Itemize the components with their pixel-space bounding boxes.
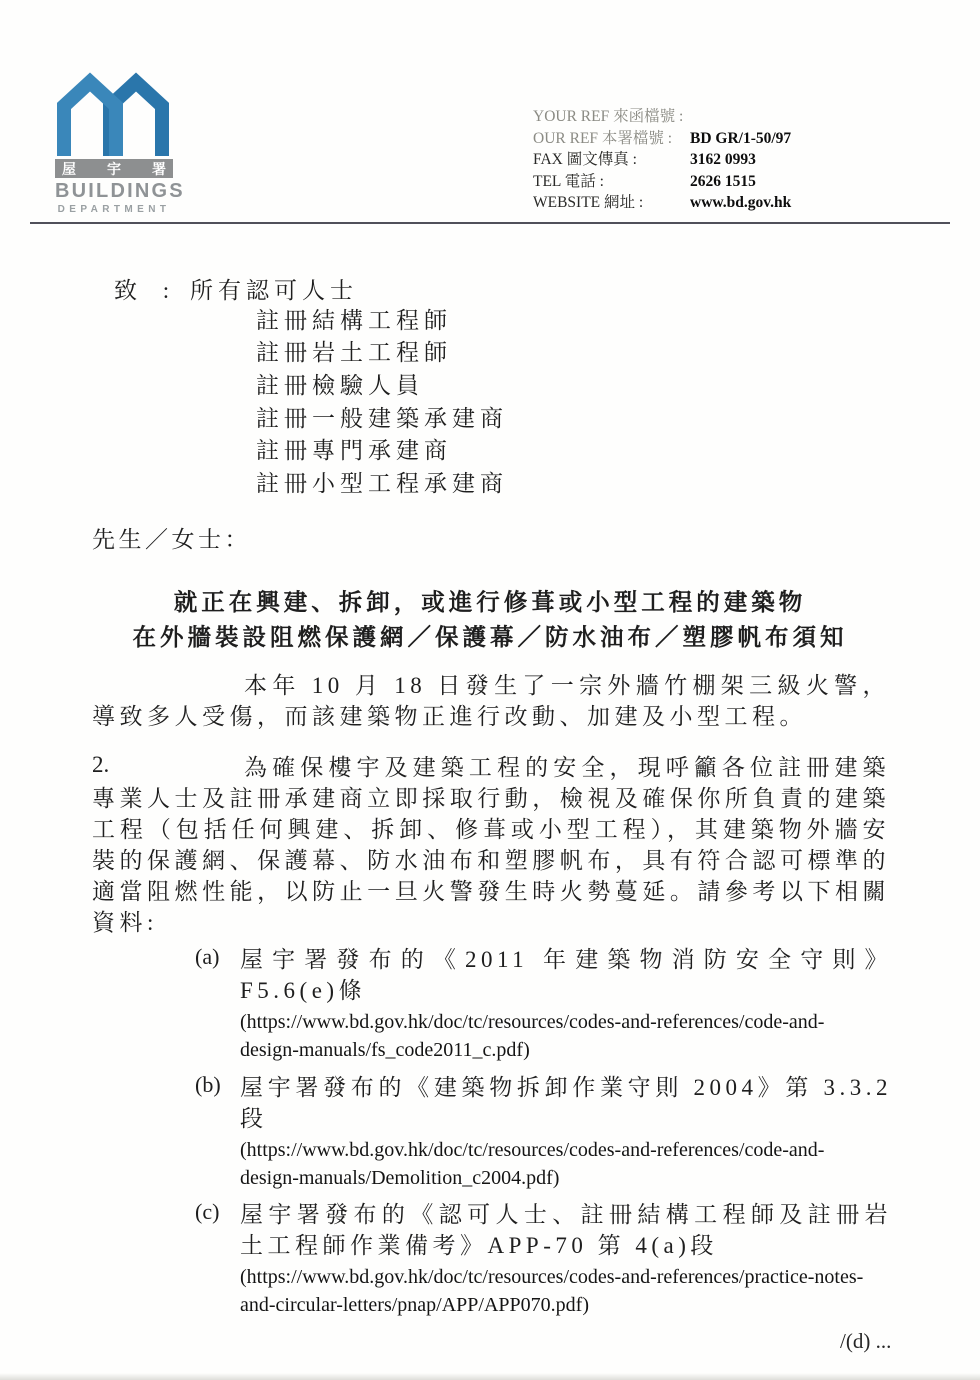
item-a-text: 屋宇署發布的《2011 年建築物消防安全守則》F5.6(e)條 <box>240 947 892 1003</box>
item-b-url: (https://www.bd.gov.hk/doc/tc/resources/codes-and-references/code-and-design-manuals/Demolition_c2004.pdf) <box>240 1139 825 1189</box>
reference-item-a <box>195 944 895 1064</box>
website-value: www.bd.gov.hk <box>690 194 792 211</box>
logo-char-2: 宇 <box>107 160 121 177</box>
recipient-line: 註冊結構工程師 <box>256 307 452 333</box>
recipient-line: 所有認可人士 <box>190 278 358 303</box>
item-c-text: 屋宇署發布的《認可人士、註冊結構工程師及註冊岩土工程師作業備考》APP-70 第 4(a)段 <box>240 1202 892 1258</box>
paragraph-2: 為確保樓宇及建築工程的安全，現呼籲各位註冊建築專業人士及註冊承建商立即採取行動，檢視及確保你所負責的建築工程（包括任何興建、拆卸、修葺或小型工程），其建築物外牆安裝的保護網、保護幕、防水油布和塑膠帆布，具有符合認可標準的適當阻燃性能，以防止一旦火警發生時火勢蔓延。請參考以下相關資料: <box>92 755 890 935</box>
buildings-department-logo <box>55 72 185 215</box>
recipient-line: 註冊專門承建商 <box>256 438 452 464</box>
your-ref-label: YOUR REF 來函檔號 : <box>533 108 684 125</box>
reference-item-c <box>195 1199 895 1319</box>
logo-text-buildings: BUILDINGS <box>55 180 185 202</box>
website-label: WEBSITE 網址 : <box>533 194 644 211</box>
scan-bottom-edge <box>0 1373 980 1380</box>
recipient-line: 註冊一般建築承建商 <box>256 405 508 431</box>
your-ref-row <box>533 106 791 128</box>
fax-label: FAX 圖文傳真 : <box>533 151 637 168</box>
item-b-marker: (b) <box>195 1072 221 1097</box>
logo-text-department: DEPARTMENT <box>57 204 171 215</box>
recipient-line: 註冊岩土工程師 <box>256 340 452 366</box>
logo-char-1: 屋 <box>62 160 76 177</box>
salutation: 先生／女士： <box>92 527 251 552</box>
our-ref-value: BD GR/1-50/97 <box>690 129 792 147</box>
tel-row <box>533 171 791 193</box>
item-a-url: (https://www.bd.gov.hk/doc/tc/resources/codes-and-references/code-and-design-manuals/fs_code2011_c.pdf) <box>240 1011 825 1061</box>
tel-label: TEL 電話 : <box>533 172 604 190</box>
paragraph-2-number: 2. <box>92 752 110 777</box>
reference-block <box>533 106 791 214</box>
our-ref-row <box>533 128 791 150</box>
item-c-marker: (c) <box>195 1199 220 1224</box>
continuation-mark: /(d) ... <box>840 1329 892 1353</box>
item-c-url: (https://www.bd.gov.hk/doc/tc/resources/codes-and-references/practice-notes-and-circular-letters/pnap/APP/APP070.pdf) <box>240 1266 864 1316</box>
recipient-line: 註冊檢驗人員 <box>256 372 424 398</box>
double-house-icon <box>55 72 171 156</box>
paragraph-1: 本年 10 月 18 日發生了一宗外牆竹棚架三級火警，導致多人受傷，而該建築物正進行改動、加建及小型工程。 <box>92 673 890 729</box>
letter-title <box>45 586 935 655</box>
tel-value: 2626 1515 <box>690 172 756 190</box>
fax-value: 3162 0993 <box>690 151 756 168</box>
item-a-marker: (a) <box>195 944 220 969</box>
fax-row <box>533 149 791 171</box>
logo-char-3: 署 <box>152 160 166 177</box>
header-divider-line <box>30 222 950 224</box>
letter-title-line2: 在外牆裝設阻燃保護網／保護幕／防水油布／塑膠帆布須知 <box>132 624 848 651</box>
logo-chinese-band <box>55 159 173 178</box>
recipient-line: 註冊小型工程承建商 <box>256 471 508 497</box>
to-label: 致 : <box>114 278 180 303</box>
our-ref-label: OUR REF 本署檔號 : <box>533 129 673 147</box>
reference-item-b <box>195 1072 895 1192</box>
website-row <box>533 192 791 214</box>
item-b-text: 屋宇署發布的《建築物拆卸作業守則 2004》第 3.3.2 段 <box>240 1075 892 1131</box>
letter-title-line1: 就正在興建、拆卸，或進行修葺或小型工程的建築物 <box>173 590 807 616</box>
recipient-list <box>256 305 508 501</box>
